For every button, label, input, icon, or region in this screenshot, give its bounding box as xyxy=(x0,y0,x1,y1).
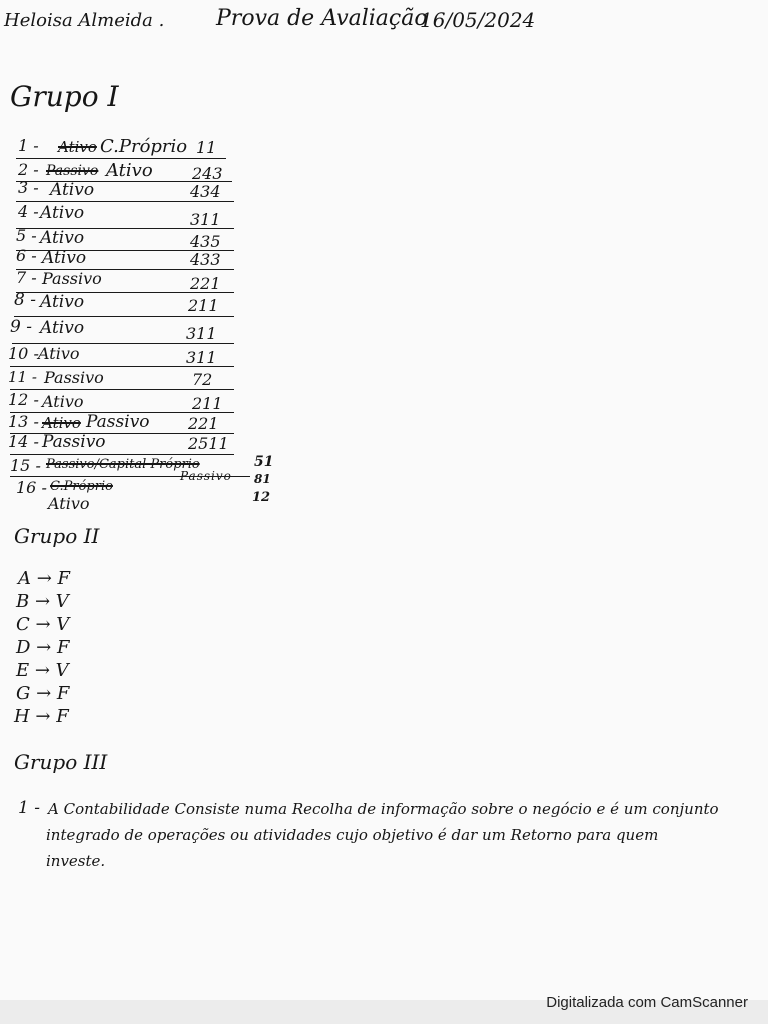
true-false-answer: D → F xyxy=(16,637,70,658)
true-false-answer: H → F xyxy=(14,706,69,727)
row-code: 434 xyxy=(190,182,221,201)
row-label: Ativo xyxy=(38,344,80,363)
row-number: 11 - xyxy=(8,368,37,386)
row-label: Ativo xyxy=(42,248,87,268)
row-number: 14 - xyxy=(8,432,39,451)
answer-line: investe. xyxy=(46,852,106,870)
row-number: 8 - xyxy=(14,290,36,310)
true-false-answer: E → V xyxy=(16,660,69,681)
row-label: Passivo xyxy=(42,269,102,288)
row-label: Passivo xyxy=(180,469,232,483)
exam-title: Prova de Avaliação xyxy=(216,6,428,31)
row-code: 211 xyxy=(192,394,223,413)
row-number: 10 - xyxy=(8,344,39,363)
group-3-heading: Grupo III xyxy=(14,750,108,774)
row-label: Passivo xyxy=(42,432,106,452)
answer-line: integrado de operações ou atividades cujo objetivo é dar um Retorno para quem xyxy=(46,826,659,844)
row-label: Ativo xyxy=(40,318,85,338)
group-1-heading: Grupo I xyxy=(10,80,119,113)
row-code: 2511 xyxy=(188,434,229,453)
row-label: C.Próprio xyxy=(100,136,188,157)
row-underline xyxy=(10,389,234,390)
row-number: 1 - xyxy=(18,136,39,155)
row-number: 9 - xyxy=(10,317,32,337)
scanner-watermark: Digitalizada com CamScanner xyxy=(546,994,748,1011)
struck-answer: Passivo/Capital Próprio xyxy=(46,457,200,472)
row-code: 435 xyxy=(190,232,221,251)
struck-answer: Passivo xyxy=(46,163,99,179)
row-code: 311 xyxy=(186,348,217,367)
answer-number: 1 - xyxy=(18,798,40,818)
row-label: Ativo xyxy=(50,180,95,200)
true-false-answer: B → V xyxy=(16,591,69,612)
row-number: 7 - xyxy=(16,268,37,287)
row-code: 11 xyxy=(196,138,217,157)
row-code: 81 xyxy=(254,472,271,486)
row-number: 6 - xyxy=(16,246,37,265)
row-code: 433 xyxy=(190,250,221,269)
row-code: 243 xyxy=(192,164,223,183)
row-number: 13 - xyxy=(8,412,39,431)
row-underline xyxy=(10,476,250,477)
row-code: 51 xyxy=(254,454,274,470)
row-number: 4 - xyxy=(18,202,39,221)
row-code: 211 xyxy=(188,296,219,315)
row-label: Ativo xyxy=(42,392,84,411)
exam-date: 16/05/2024 xyxy=(420,8,536,32)
row-underline xyxy=(10,366,234,367)
row-label: Ativo xyxy=(48,494,90,513)
struck-answer: Ativo xyxy=(58,138,97,156)
row-number: 5 - xyxy=(16,226,37,245)
true-false-answer: G → F xyxy=(16,683,70,704)
row-code: 311 xyxy=(186,324,217,343)
true-false-answer: A → F xyxy=(18,568,71,589)
row-underline xyxy=(10,454,234,455)
student-name: Heloisa Almeida . xyxy=(4,10,165,31)
row-number: 2 - xyxy=(18,160,39,179)
row-label: Passivo xyxy=(44,368,104,387)
row-underline xyxy=(16,158,226,159)
struck-answer: Ativo xyxy=(42,414,81,432)
row-code: 311 xyxy=(190,210,221,229)
row-number: 12 - xyxy=(8,390,39,409)
row-label: Ativo xyxy=(40,292,85,312)
row-number: 15 - xyxy=(10,456,41,475)
answer-line: A Contabilidade Consiste numa Recolha de informação sobre o negócio e é um conjunto xyxy=(48,800,719,818)
row-label: Passivo xyxy=(86,412,150,432)
struck-answer: C.Próprio xyxy=(50,479,113,494)
row-underline xyxy=(16,201,234,202)
true-false-answer: C → V xyxy=(16,614,70,635)
row-number: 16 - xyxy=(16,478,47,497)
row-number: 3 - xyxy=(18,178,39,197)
row-code: 12 xyxy=(252,490,271,505)
row-code: 72 xyxy=(192,370,213,389)
row-code: 221 xyxy=(190,274,221,293)
row-underline xyxy=(14,316,234,317)
group-2-heading: Grupo II xyxy=(14,524,100,548)
row-label: Ativo xyxy=(106,160,153,181)
row-code: 221 xyxy=(188,414,219,433)
row-label: Ativo xyxy=(40,228,85,248)
row-label: Ativo xyxy=(40,203,85,223)
